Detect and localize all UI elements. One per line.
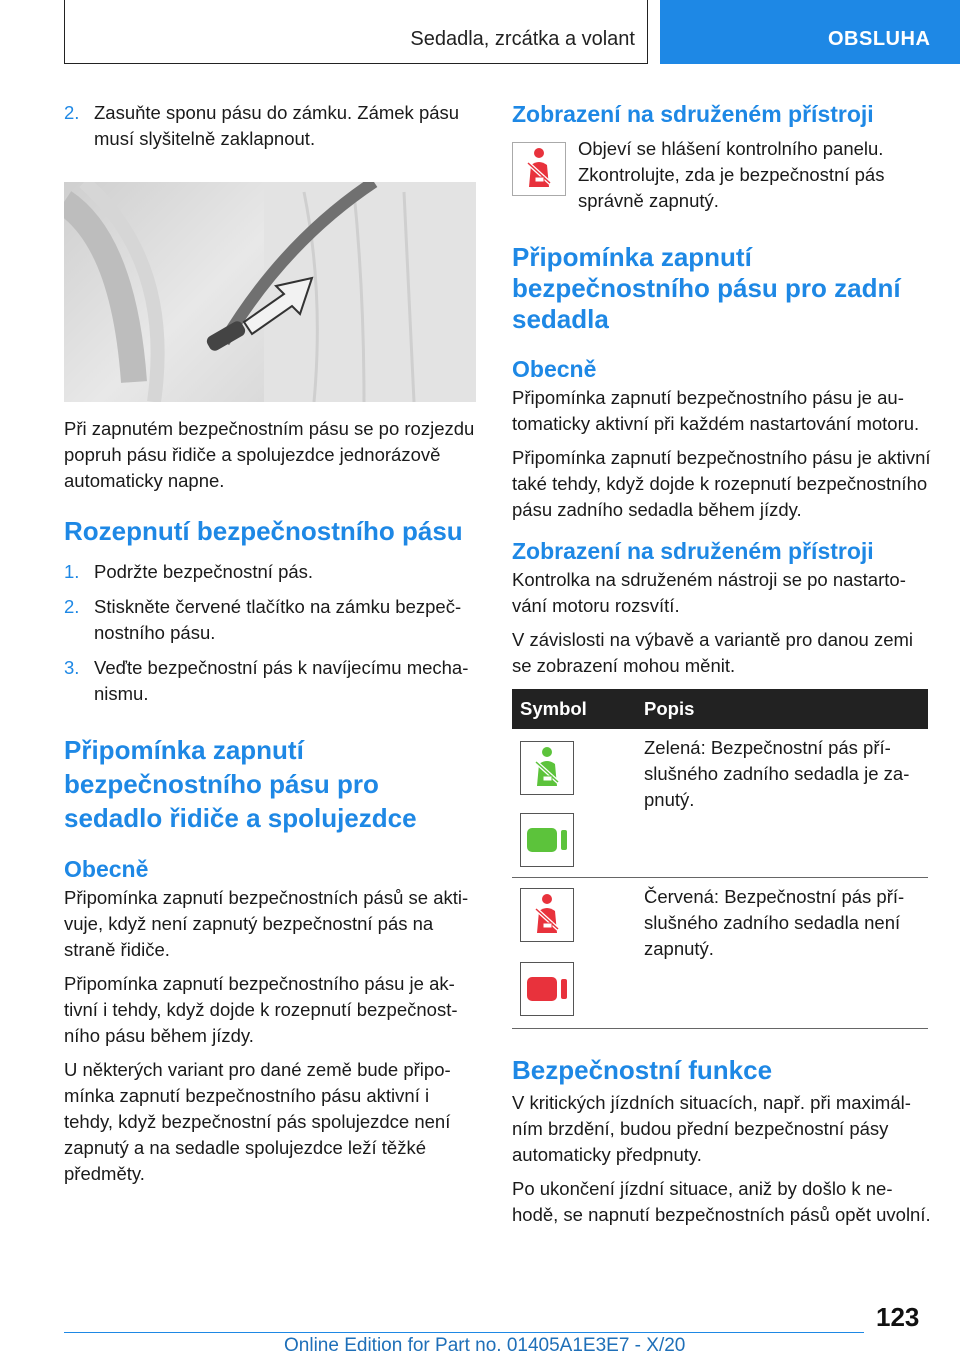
header-section-box [64,0,648,64]
right-column [512,100,932,1236]
heading-reminder-rear: Připomínka zapnutí bezpečnostního pásu pro zadní sedadla [512,242,901,334]
green-row-description: Zelená: Bezpečnostní pás příslušného zadního sedadla je zapnutý. [644,737,910,810]
display-1-block [512,136,932,216]
step-number: 2. [64,102,80,123]
step-number: 3. [64,657,80,678]
unbuckle-step-1 [64,559,478,585]
table-header [512,689,928,729]
step-text: Podržte bezpečnostní pás. [94,561,314,582]
seatbelt-unfastened-red-icon [520,888,574,942]
step-number: 2. [64,596,80,617]
column-header-symbol: Symbol [520,698,587,719]
heading-unbuckle: Rozepnutí bezpečnostního pásu [64,516,463,546]
front-reminder-para-3: U některých variant pro dané země bude připomínka zapnutí bezpečnostního pásu aktivní i tehdy, když bezpečnostní pás spolujezdce není zapnutý a na sedadle spolujezdce leží těžké předměty. [64,1059,451,1184]
heading-reminder-front: Připomínka zapnutí bezpečnostního pásu pro sedadlo řidiče a spolujezdce [64,735,417,833]
front-reminder-para-2: Připomínka zapnutí bezpečnostního pásu je aktivní i tehdy, když dojde k rozepnutí bezpečnostního pásu během jízdy. [64,973,458,1046]
heading-display-1: Zobrazení na sdruženém přístroji [512,101,874,127]
seatbelt-warning-icon [512,142,566,196]
rear-seat-green-indicator-icon [520,813,574,867]
symbol-table [512,689,928,1029]
rear-seat-red-indicator-icon [520,962,574,1016]
step-number: 1. [64,561,80,582]
seatbelt-fastened-green-icon [520,741,574,795]
unbuckle-step-3 [64,655,478,707]
chapter-tab-label: OBSLUHA [828,28,931,50]
front-reminder-para-1: Připomínka zapnutí bezpečnostních pásů se aktivuje, když není zapnutý bezpečnostní pás na straně řidiče. [64,887,469,960]
heading-display-2: Zobrazení na sdruženém přístroji [512,538,874,564]
table-row [512,729,928,878]
display-1-text: Objeví se hlášení kontrolního panelu. Zkontrolujte, zda je bezpečnostní pás správně zapnutý. [578,138,885,211]
table-row [512,878,928,1029]
left-column [64,100,478,1195]
seatbelt-buckle-photo [64,182,476,402]
step-text: Zasuňte sponu pásu do zámku. Zámek pásu musí slyšitelně zaklapnout. [94,102,460,149]
rear-display-para-2: V závislosti na výbavě a variantě pro danou zemi se zobrazení mohou měnit. [512,629,914,676]
seatbelt-photo-illustration [64,182,476,402]
step-text: Veďte bezpečnostní pás k navíjecímu mechanismu. [94,657,469,704]
unbuckle-step-2 [64,594,478,646]
heading-safety-functions: Bezpečnostní funkce [512,1055,773,1085]
pretension-paragraph: Při zapnutém bezpečnostním pásu se po rozjezdu popruh pásu řidiče a spolujezdce jednorázově automaticky napne. [64,418,475,491]
buckle-step-2 [64,100,478,152]
page-number: 123 [876,1302,920,1332]
section-title: Sedadla, zrcátka a volant [410,28,635,50]
footer-divider [64,1332,864,1333]
safety-para-2: Po ukončení jízdní situace, aniž by došlo k nehodě, se napnutí bezpečnostních pásů opět uvolní. [512,1178,931,1225]
rear-display-para-1: Kontrolka na sdruženém nástroji se po nastartování motoru rozsvítí. [512,569,906,616]
heading-general-rear: Obecně [512,356,597,382]
step-text: Stiskněte červené tlačítko na zámku bezpečnostního pásu. [94,596,462,643]
chapter-tab [660,0,960,64]
rear-reminder-para-1: Připomínka zapnutí bezpečnostního pásu je automaticky aktivní při každém nastartování motoru. [512,387,920,434]
rear-reminder-para-2: Připomínka zapnutí bezpečnostního pásu je aktivní také tehdy, když dojde k rozepnutí bezpečnostního pásu zadního sedadla během jízdy. [512,447,931,520]
red-row-description: Červená: Bezpečnostní pás příslušného zadního sedadla není zapnutý. [644,886,905,959]
safety-para-1: V kritických jízdních situacích, např. při maximálním brzdění, budou přední bezpečnostní pásy automaticky předpnuty. [512,1092,911,1165]
heading-general-front: Obecně [64,856,149,882]
column-header-description: Popis [644,698,695,719]
edition-footer: Online Edition for Part no. 01405A1E3E7 - X/20 [284,1335,686,1356]
